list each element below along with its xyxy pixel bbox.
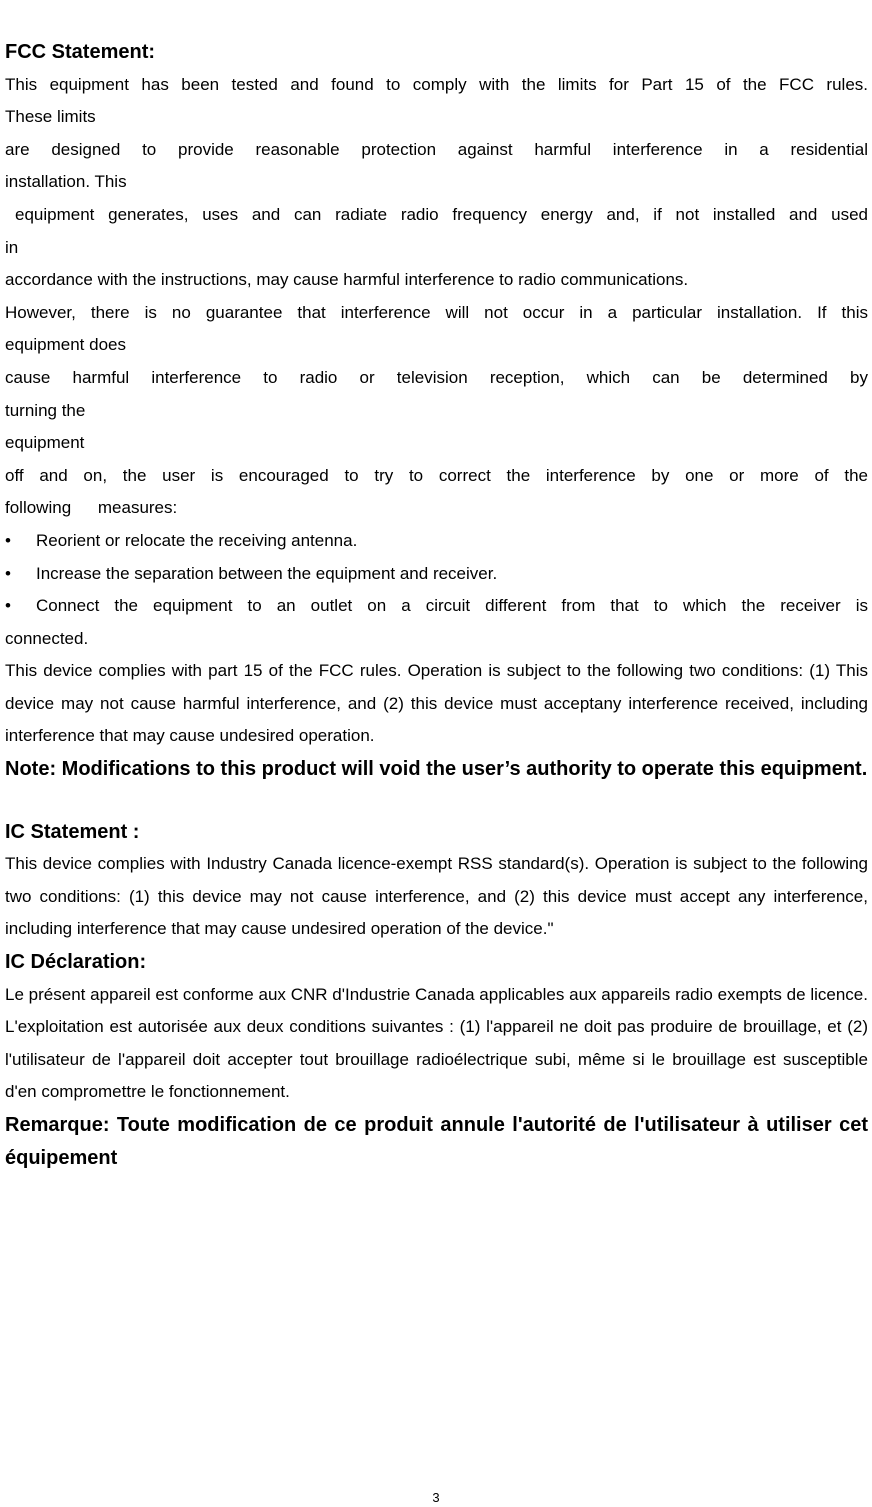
fcc-line: off and on, the user is encouraged to try to correct the interference by one or more of the: [5, 465, 868, 485]
fcc-line: These limits: [5, 107, 96, 127]
fcc-line: are designed to provide reasonable protection against harmful interference in a residential: [5, 139, 868, 159]
bullet-dot: •: [5, 563, 11, 583]
ic-text: This device complies with Industry Canada licence-exempt RSS standard(s). Operation is subject to the following two conditions: (1) this device may not cause interference, and (2) this device must accept any interference, including interference that may cause undesired operation of the device.": [5, 854, 868, 939]
ic-fr-heading: IC Déclaration:: [5, 951, 147, 974]
bullet-continuation: connected.: [5, 628, 89, 648]
section-spacer: [5, 786, 868, 816]
fcc-line: This equipment has been tested and found to comply with the limits for Part 15 of the FCC rules.: [5, 74, 868, 94]
fcc-line: accordance with the instructions, may cause harmful interference to radio communications.: [5, 270, 689, 290]
fcc-line: following measures:: [5, 498, 178, 518]
ic-heading: IC Statement :: [5, 820, 140, 843]
fcc-line: cause harmful interference to radio or television reception, which can be determined by: [5, 367, 868, 387]
ic-section: [5, 816, 868, 946]
ic-fr-section: [5, 946, 868, 1174]
fcc-line: installation. This: [5, 172, 127, 192]
ic-fr-text: Le présent appareil est conforme aux CNR d'Industrie Canada applicables aux appareils radio exempts de licence. L'exploitation est autorisée aux deux conditions suivantes : (1) l'appareil ne doit pas produire de brouillage, et (2) l'utilisateur de l'appareil doit accepter tout brouillage radioélectrique subi, même si le brouillage est susceptible d'en compromettre le fonctionnement.: [5, 984, 868, 1102]
bullet-dot: •: [5, 596, 11, 616]
page-content: [5, 36, 868, 1174]
bullet-text: Reorient or relocate the receiving antenna.: [36, 530, 358, 550]
page-number: 3: [432, 1490, 440, 1505]
bullet-item: [5, 558, 868, 591]
fcc-section: [5, 36, 868, 786]
fcc-line: turning the: [5, 400, 86, 420]
bullet-dot: •: [5, 530, 11, 550]
bullet-text: Connect the equipment to an outlet on a circuit different from that to which the receiver is: [36, 596, 868, 616]
fcc-line: in: [5, 237, 19, 257]
fcc-line: equipment does: [5, 335, 126, 355]
fcc-line: However, there is no guarantee that interference will not occur in a particular installation. If this: [5, 302, 868, 322]
bullet-text: Increase the separation between the equipment and receiver.: [36, 563, 498, 583]
fcc-line: equipment generates, uses and can radiate radio frequency energy and, if not installed and used: [15, 204, 868, 224]
bullet-item: [5, 525, 868, 558]
fcc-conditions: This device complies with part 15 of the FCC rules. Operation is subject to the following two conditions: (1) This device may not cause harmful interference, and (2) this device must acceptany interference received, including interference that may cause undesired operation.: [5, 661, 868, 746]
ic-fr-remark: Remarque: Toute modification de ce produit annule l'autorité de l'utilisateur à utiliser cet équipement: [5, 1114, 868, 1169]
bullet-item: [5, 590, 868, 623]
fcc-line: equipment: [5, 433, 85, 453]
fcc-heading: FCC Statement:: [5, 41, 156, 63]
fcc-note: Note: Modifications to this product will void the user’s authority to operate this equipment.: [5, 758, 868, 781]
